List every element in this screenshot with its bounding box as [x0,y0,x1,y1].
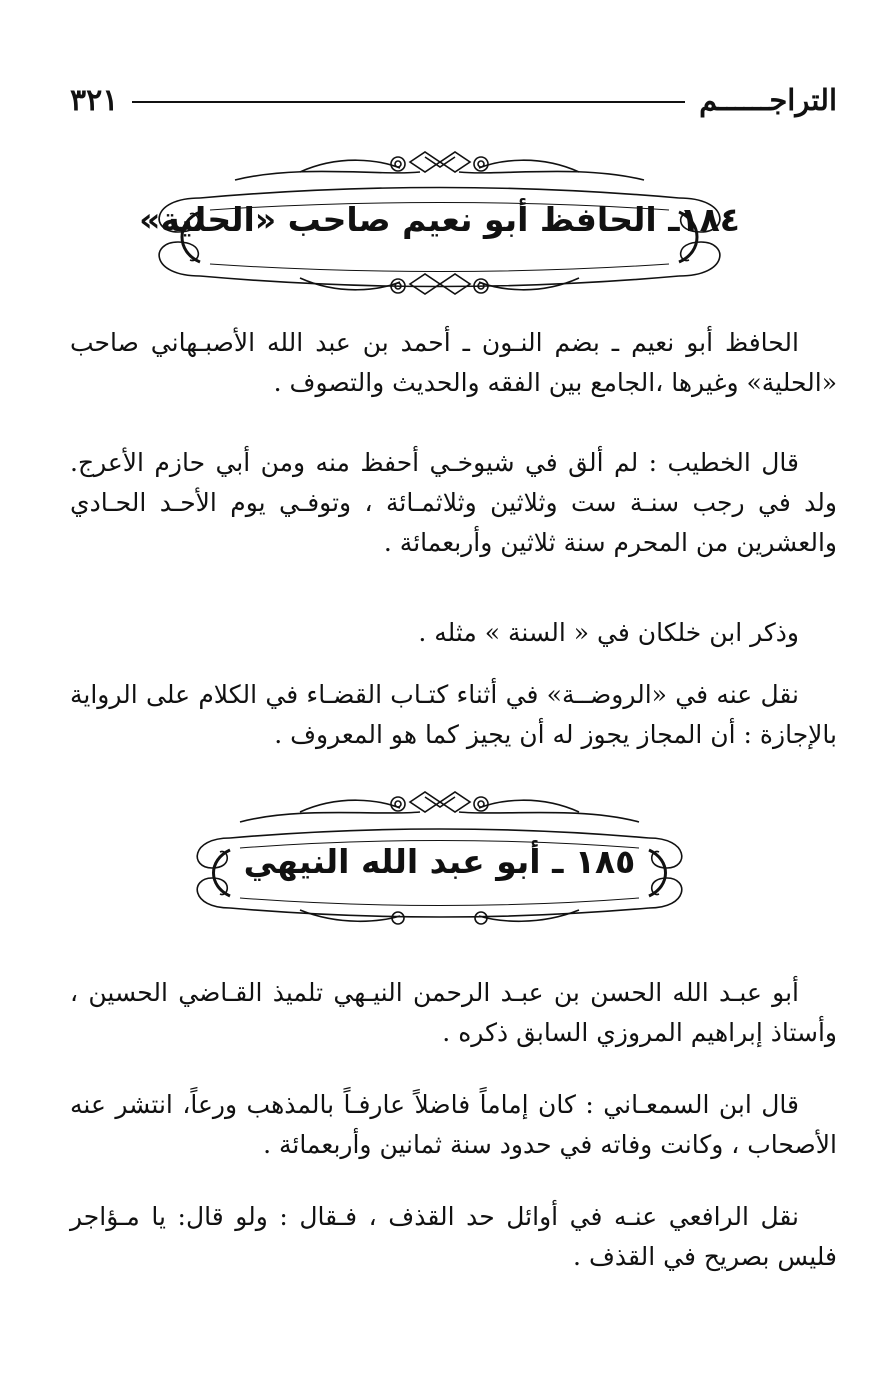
paragraph [70,323,837,403]
page-number: ٣٢١ [70,82,119,118]
entry-title-185: ١٨٥ ـ أبو عبد الله النيهي [243,842,636,881]
paragraph [70,1085,837,1165]
paragraph [70,973,837,1053]
paragraph [70,613,837,653]
text-line: نقل عنه في «الروضــة» في أثناء كتـاب القضـاء في الكلام على الرواية [70,680,799,709]
entry-title-184: ١٨٤ـ الحافظ أبو نعيم صاحب «الحلية» [139,200,740,239]
text-line: «الحلية» وغيرها ،الجامع بين الفقه والحديث والتصوف . [273,368,837,397]
running-title: التراجــــــم [699,83,837,117]
text-line: أبو عبـد الله الحسن بن عبـد الرحمن النيـهي تلميذ القـاضي الحسين ، [70,978,799,1007]
paragraph [70,675,837,755]
text-line: نقل الرافعي عنـه في أوائل حد القذف ، فـقال : ولو قال: يا مـؤاجر [70,1202,799,1231]
paragraph [70,1197,837,1277]
text-line: والعشرين من المحرم سنة ثلاثين وأربعمائة . [383,528,837,557]
text-line: بالإجازة : أن المجاز يجوز له أن يجيز كما هو المعروف . [274,720,837,749]
running-header [70,78,837,122]
text-line: وأستاذ إبراهيم المروزي السابق ذكره . [442,1018,837,1047]
text-line: فليس بصريح في القذف . [573,1242,837,1271]
text-line: الحافظ أبو نعيم ـ بضم النـون ـ أحمد بن عبد الله الأصبـهاني صاحب [70,328,799,357]
text-line: قال ابن السمعـاني : كان إماماً فاضلاً عارفـاً بالمذهب ورعاً، انتشر عنه [70,1090,799,1119]
header-rule [132,101,685,103]
text-line: قال الخطيب : لم ألق في شيوخـي أحفظ منه ومن أبي حازم الأعرج. [70,448,799,477]
paragraph [70,443,837,563]
text-line: ولد في رجب سنـة ست وثلاثين وثلاثمـائة ، وتوفـي يوم الأحـد الحـادي [70,488,837,517]
text-line: الأصحاب ، وكانت وفاته في حدود سنة ثمانين وأربعمائة . [263,1130,837,1159]
text-line: وذكر ابن خلكان في « السنة » مثله . [418,618,799,647]
